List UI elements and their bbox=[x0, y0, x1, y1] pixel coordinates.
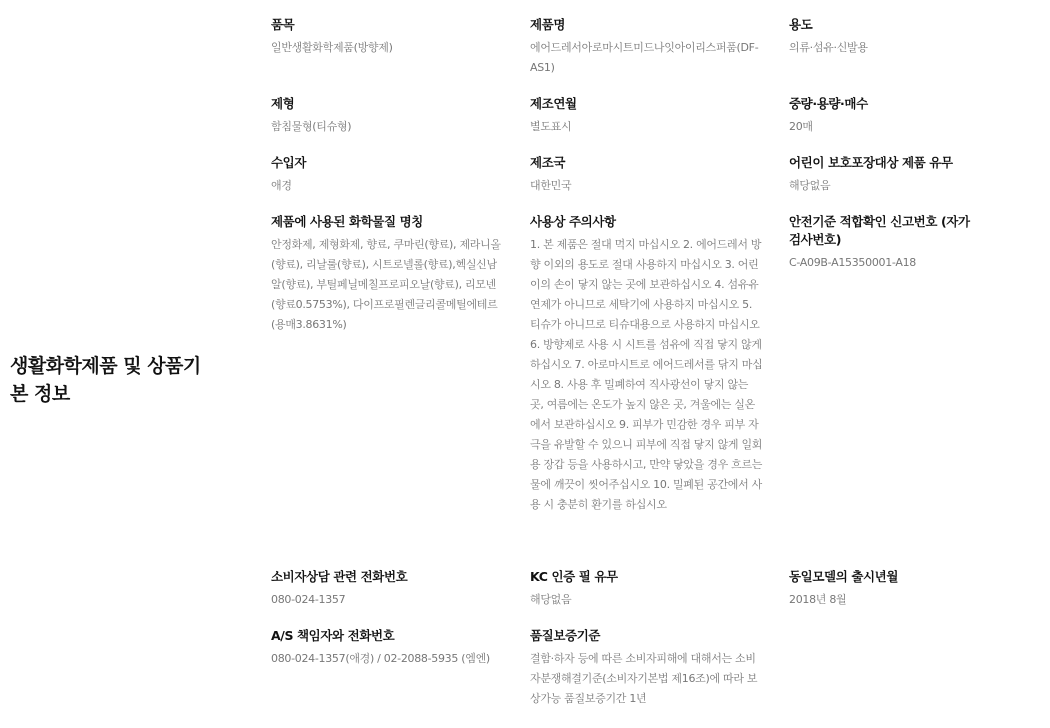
section-title: 생활화학제품 및 상품기본 정보 bbox=[10, 354, 201, 405]
info-item-category bbox=[271, 16, 530, 95]
info-label: 중량·용량·매수 bbox=[789, 96, 868, 111]
info-item-consumer-phone bbox=[271, 568, 530, 627]
info-value: 20매 bbox=[789, 120, 813, 133]
info-value: 일반생활화학제품(방향제) bbox=[271, 41, 393, 54]
info-value: 함침물형(티슈형) bbox=[271, 120, 352, 133]
info-label: 제형 bbox=[271, 96, 295, 111]
info-value: 080-024-1357(애경) / 02-2088-5935 (엠엔) bbox=[271, 652, 490, 665]
info-row bbox=[271, 95, 971, 154]
info-item-kc-certification bbox=[530, 568, 789, 627]
info-label: A/S 책임자와 전화번호 bbox=[271, 628, 395, 643]
info-label: 제조국 bbox=[530, 155, 566, 170]
info-label: 소비자상담 관련 전화번호 bbox=[271, 569, 408, 584]
info-item-as-contact bbox=[271, 627, 530, 727]
info-item-quantity bbox=[789, 95, 971, 154]
info-value: 애경 bbox=[271, 179, 292, 192]
info-value: 1. 본 제품은 절대 먹지 마십시오 2. 에어드레서 방향 이외의 용도로 절대 사용하지 마십시오 3. 어린이의 손이 닿지 않는 곳에 보관하십시오 4. 섬유유연제가 아니므로 세탁기에 사용하지 마십시오 5. 티슈가 아니므로 티슈대용으로 사용하지 마십시오 6. 방향제로 사용 시 시트를 섬유에 직접 닿지 않게 하십시오 7. 아로마시트로 에어드레서를 닦지 마십시오 8. 사용 후 밀폐하여 직사광선이 닿지 않는 곳, 여름에는 온도가 높지 않은 곳, 겨울에는 실온에서 보관하십시오 9. 피부가 민감한 경우 피부 자극을 유발할 수 있으니 피부에 직접 닿지 않게 일회용 장갑 등을 사용하시고, 만약 닿았을 경우 흐르는 물에 깨끗이 씻어주십시오 10. 밀폐된 공간에서 사용 시 충분히 환기를 하십시오 bbox=[530, 238, 763, 511]
info-item-form bbox=[271, 95, 530, 154]
info-label: 품목 bbox=[271, 17, 295, 32]
info-row bbox=[271, 16, 971, 95]
info-label: 사용상 주의사항 bbox=[530, 214, 616, 229]
info-value: 결함·하자 등에 따른 소비자피해에 대해서는 소비자분쟁해결기준(소비자기본법 제16조)에 따라 보상가능 품질보증기간 1년 bbox=[530, 652, 758, 705]
info-value: 해당없음 bbox=[789, 179, 831, 192]
info-item-release-date bbox=[789, 568, 971, 627]
info-label: 동일모델의 출시년월 bbox=[789, 569, 899, 584]
info-value: 에어드레서아로마시트미드나잇아이리스퍼품(DF-AS1) bbox=[530, 41, 759, 74]
info-value: 안정화제, 제형화제, 향료, 쿠마린(향료), 제라니올(향료), 리날룰(향료), 시트로넬롤(향료),헥실신남알(향료), 부틸페닐메칠프로피오날(향료), 리모넨(향료0.5753%), 다이프로필렌글리콜메틸에테르(용매3.8631%) bbox=[271, 238, 501, 331]
info-value: 080-024-1357 bbox=[271, 593, 346, 606]
info-label: 용도 bbox=[789, 17, 813, 32]
info-item-importer bbox=[271, 154, 530, 213]
info-label: 제품명 bbox=[530, 17, 566, 32]
info-row bbox=[271, 154, 971, 213]
info-value: 대한민국 bbox=[530, 179, 572, 192]
info-label: 품질보증기준 bbox=[530, 628, 601, 643]
info-item-product-name bbox=[530, 16, 789, 95]
info-item-chemicals bbox=[271, 213, 530, 568]
info-item-precautions bbox=[530, 213, 789, 568]
info-item-safety-report-number bbox=[789, 213, 971, 568]
info-label: 제품에 사용된 화학물질 명칭 bbox=[271, 214, 423, 229]
info-label: 제조연월 bbox=[530, 96, 577, 111]
info-item-manufacture-date bbox=[530, 95, 789, 154]
info-item-quality-warranty bbox=[530, 627, 789, 727]
info-row bbox=[271, 213, 971, 568]
info-row bbox=[271, 627, 971, 727]
info-item-country bbox=[530, 154, 789, 213]
info-label: 수입자 bbox=[271, 155, 307, 170]
info-item-empty bbox=[789, 627, 971, 727]
info-value: 2018년 8월 bbox=[789, 593, 847, 606]
info-value: 해당없음 bbox=[530, 593, 572, 606]
info-label: 어린이 보호포장대상 제품 유무 bbox=[789, 155, 953, 170]
info-item-child-packaging bbox=[789, 154, 971, 213]
info-value: C-A09B-A15350001-A18 bbox=[789, 256, 916, 269]
info-value: 별도표시 bbox=[530, 120, 572, 133]
info-value: 의류·섬유·신발용 bbox=[789, 41, 868, 54]
info-item-usage bbox=[789, 16, 971, 95]
info-row bbox=[271, 568, 971, 627]
product-info-grid bbox=[271, 16, 971, 727]
info-label: 안전기준 적합확인 신고번호 (자가검사번호) bbox=[789, 214, 970, 247]
info-label: KC 인증 필 유무 bbox=[530, 569, 618, 584]
